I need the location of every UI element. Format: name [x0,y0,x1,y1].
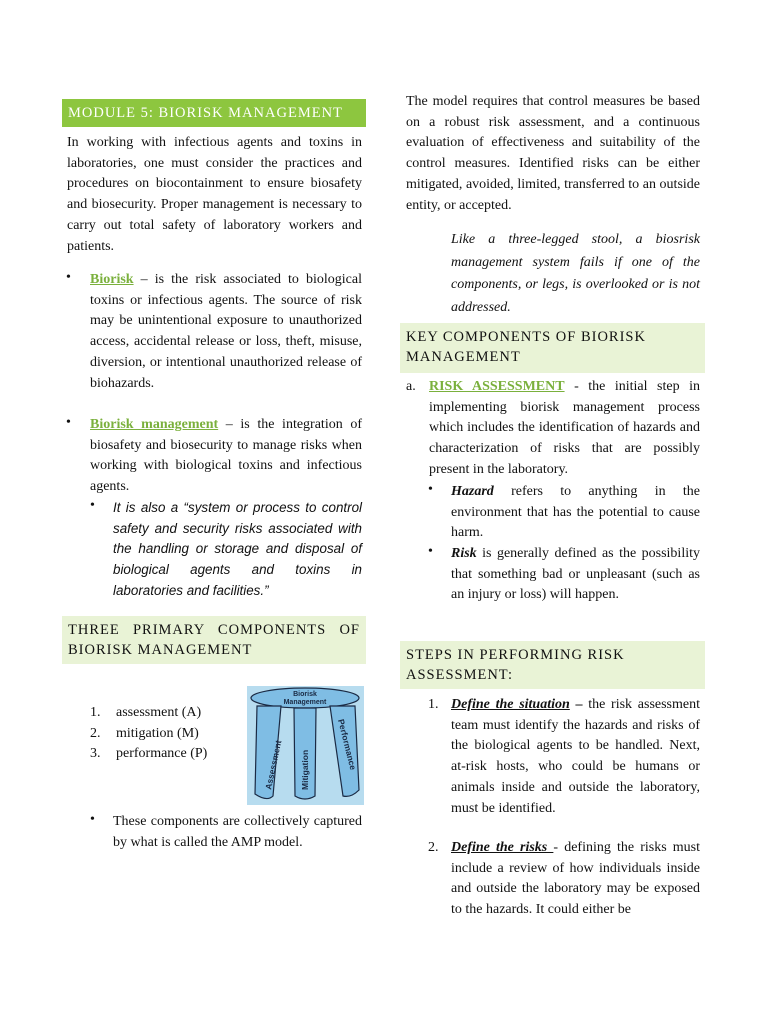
biorisk-definition: Biorisk – is the risk associated to biological toxins or infectious agents. The source of risk may be unintentional exposure to unauthorized access, accidental release or loss, theft, misuse, diversion, or intentional unauthorized release of biohazards. [90,272,362,391]
components-header: THREE PRIMARY COMPONENTS OF BIORISK MANAGEMENT [62,616,366,664]
intro-paragraph: In working with infectious agents and toxins in laboratories, one must consider the practices and procedures on biocontainment to ensure biosafety and biosecurity. Proper management is necessary to carry out total safety of laboratory workers and patients. [67,135,362,254]
biorisk-term: Biorisk [90,272,134,287]
amp-stool-diagram [247,686,364,805]
step-term: Define the risks [451,840,554,855]
stool-illustration [247,686,364,805]
bullet-dot: • [428,482,433,497]
bullet-dot: • [428,544,433,559]
model-paragraph: The model requires that control measures be based on a robust risk assessment, and a continuous evaluation of effectiveness and suitability of the control measures. Identified risks can be either mitigated, avoided, limited, transferred to an outside entity, or accepted. [406,94,700,213]
step-number: 1. [428,697,439,712]
hazard-definition: Hazard refers to anything in the environment that has the potential to cause harm. [451,484,700,541]
module-title: MODULE 5: BIORISK MANAGEMENT [62,99,366,127]
bullet-dot: • [66,270,71,285]
bullet-dot: • [90,812,95,827]
amp-note: These components are collectively captured by what is called the AMP model. [113,814,362,850]
risk-term: Risk [451,546,477,561]
key-components-header: KEY COMPONENTS OF BIORISK MANAGEMENT [400,323,705,373]
sub-bullet-dot: • [90,498,95,513]
stool-quote: Like a three-legged stool, a biosrisk management system fails if one of the components, or legs, is overlooked or is not addressed. [451,232,700,315]
components-list [90,703,207,765]
biorisk-management-subpoint: It is also a “system or process to control safety and security risks associated with the handling or storage and disposal of biological agents and toxins in laboratories and facilities.” [113,500,362,598]
risk-definition: Risk is generally defined as the possibility that something bad or unpleasant (such as an injury or loss) will happen. [451,546,700,603]
list-item: 1. assessment (A) [90,705,202,720]
list-letter: a. [406,379,416,394]
list-item: 2. mitigation (M) [90,725,199,741]
step-define-risks: Define the risks - defining the risks must include a review of how individuals inside and outside the laboratory may be exposed to the hazards. It could either be [451,840,701,918]
step-term: Define the situation [451,697,570,712]
risk-assessment-term: RISK ASSESSMENT [429,379,565,394]
diagram-title-line1: Biorisk [293,691,317,698]
hazard-term: Hazard [451,484,494,499]
bullet-dot: • [66,415,71,430]
biorisk-management-term: Biorisk management [90,417,219,432]
risk-assessment-definition: RISK ASSESSMENT - the initial step in implementing biorisk management process which includes the identification of hazards and characterization of risks that are possibly present in the laboratory. [429,379,700,477]
diagram-title-line2: Management [283,699,327,706]
leg-label-assessment: Assessment [263,739,284,791]
biorisk-management-definition: Biorisk management – is the integration of biosafety and biosecurity to manage risks when working with biological toxins and infectious agents. [90,417,362,495]
leg-label-mitigation: Mitigation [300,749,310,790]
step-define-situation: Define the situation – the risk assessment team must identify the hazards and risks of the biological agents to be handled. Next, at-risk hosts, who could be humans or animals inside and outside the laboratory, must be identified. [451,697,700,816]
step-number: 2. [428,840,439,855]
steps-header: STEPS IN PERFORMING RISK ASSESSMENT: [400,641,705,689]
leg-label-performance: Performance [336,718,359,771]
list-item: 3. performance (P) [90,746,208,761]
